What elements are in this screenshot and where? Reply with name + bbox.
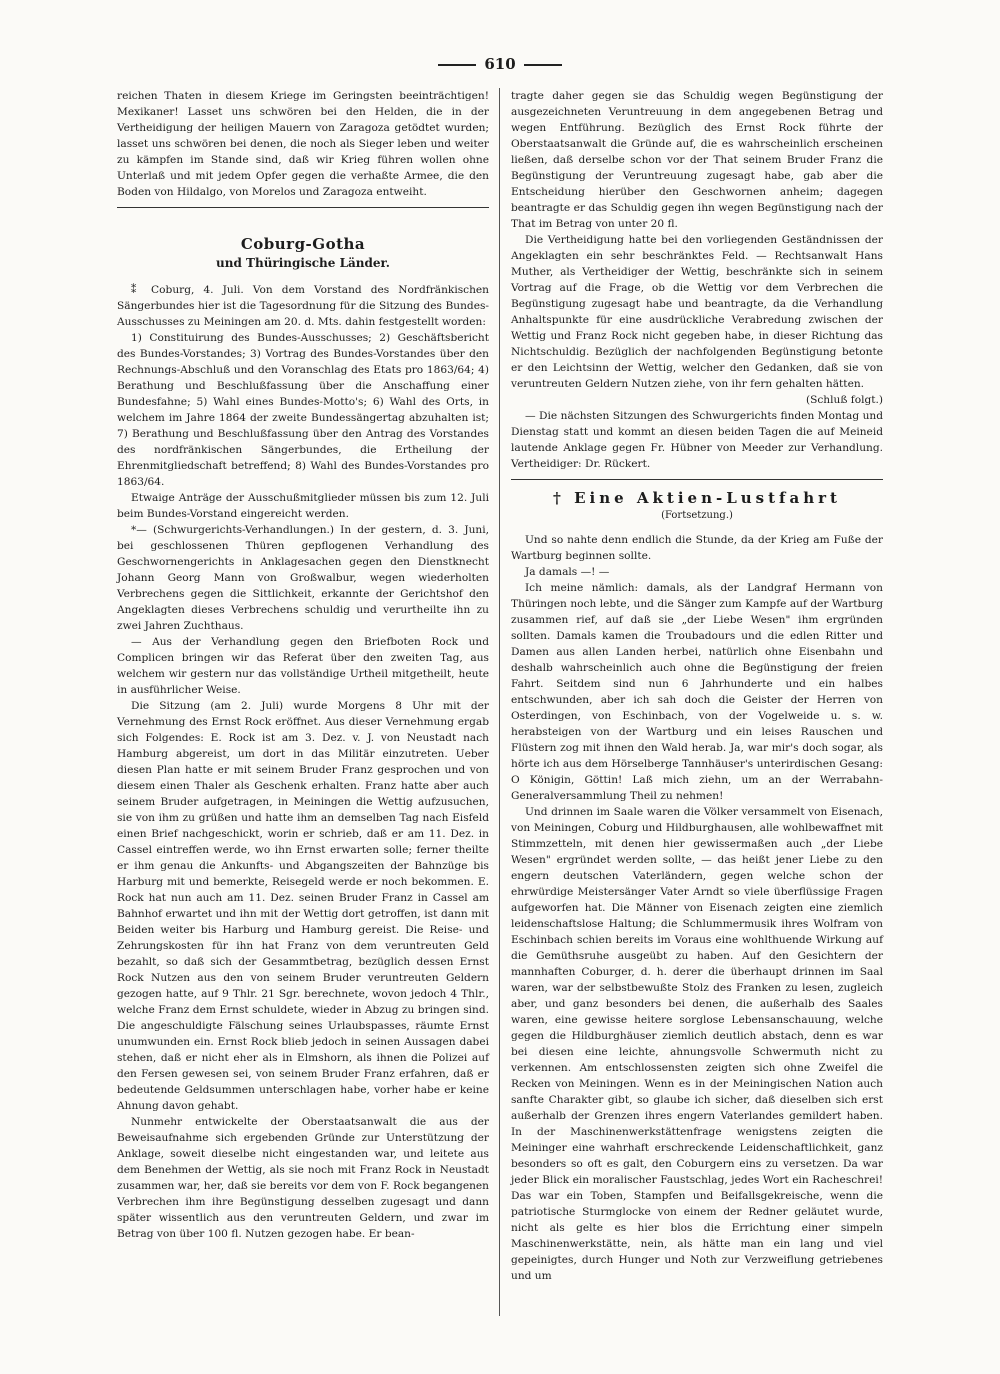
- paragraph: Und so nahte denn endlich die Stunde, da der Krieg am Fuße der Wartburg beginnen sollte.: [511, 534, 883, 562]
- divider: [117, 207, 489, 208]
- paragraph: — Die nächsten Sitzungen des Schwurgerichts finden Montag und Dienstag statt und kommt an diesen beiden Tagen die auf Meineid lautende Anklage gegen Fr. Hübner von Meeder zur Verhandlung. Vertheidiger: Dr. Rückert.: [511, 410, 883, 470]
- article-subtitle: (Fortsetzung.): [661, 510, 733, 521]
- right-column: [511, 88, 883, 1284]
- section-title: Coburg-Gotha: [240, 235, 366, 253]
- paragraph: tragte daher gegen sie das Schuldig wegen Begünstigung der ausgezeichneten Veruntreuung in dem angegebenen Betrag und wegen Entführung. Bezüglich des Ernst Rock führte der Oberstaatsanwalt die Gründe auf, die es wahrscheinlich erscheinen ließen, daß derselbe schon vor der That seinem Bruder Franz die Begünstigung der Veruntreuung zugesagt habe, gab aber die Entscheidung hierüber den Geschwornen anheim; dagegen beantragte er das Schuldig gegen ihn wegen Begünstigung nach der That im Betrag von unter 20 fl.: [511, 90, 883, 230]
- paragraph: — Aus der Verhandlung gegen den Briefboten Rock und Complicen bringen wir das Referat über den zweiten Tag, aus welchem wir gestern nur das vollständige Urtheil mitgetheilt, heute in ausführlicher Weise.: [117, 636, 489, 696]
- paragraph: reichen Thaten in diesem Kriege im Geringsten beeinträchtigen! Mexikaner! Lasset uns schwören bei den Helden, die in der Vertheidigung der heiligen Mauern von Zaragoza getödtet wurden; lasset uns schwören bei denen, die noch als Sieger leben und weiter zu kämpfen im Stande sind, daß wir Krieg führen wollen ohne Unterlaß und mit jedem Opfer gegen die verhaßte Armee, die den Boden von Hildalgo, von Morelos und Zaragoza entweiht.: [117, 90, 489, 198]
- paragraph: Und drinnen im Saale waren die Völker versammelt von Eisenach, von Meiningen, Coburg und Hildburghausen, alle wohlbewaffnet mit Stimmzetteln, mit denen hier gewissermaßen auch „der Liebe Wesen" ergründet werden sollte, — das heißt jener Liebe zu den engern deutschen Vaterländern, gegen welche schon der ehrwürdige Meistersänger Vater Arndt so viele überflüssige Fragen aufgeworfen hat. Die Männer von Eisenach zeigten eine ziemlich leidenschaftslose Haltung; die Schlummermusik ihres Wolfram von Eschinbach schien bereits im Voraus eine wohlthuende Wirkung auf die Gemüthsruhe ausgeübt zu haben. Auf den Gesichtern der mannhaften Coburger, d. h. derer die überhaupt drinnen im Saal waren, war der selbstbewußte Stolz des Franken zu lesen, zugleich aber, und ganz besonders bei denen, die außerhalb des Saales waren, eine gewisse heitere sorglose Lebensanschauung, welche gegen die Hildburghäuser ziemlich deutlich abstach, denn es war bei diesen eine leichte, ahnungsvolle Schwermuth nicht zu verkennen. Am entschlossensten zeigten sich ohne Zweifel die Recken von Meiningen. Wenn es in der Meiningischen Nation auch sanfte Charakter gibt, so glaube ich sicher, daß dieselben sich erst außerhalb der Grenzen ihres engern Vaterlandes gemildert haben. In der Maschinenwerkstättenfrage wenigstens zeigten die Meininger eine wahrhaft erschreckende Leidenschaftlichkeit, ganz besonders so oft es galt, den Coburgern eins zu versetzen. Da war jeder Blick ein moralischer Faustschlag, jedes Wort ein Racheschrei! Das war ein Toben, Stampfen und Beifallsgekreische, wenn die patriotische Sturmglocke von einem der Redner geläutet wurde, nicht als gelte es hier blos die Errichtung einer simpeln Maschinenwerkstätte, nein, als hätte man ein lang und viel gepeinigtes, durch Hunger und Noth zur Verzweiflung getriebenes und um: [511, 806, 883, 1282]
- paragraph: *— (Schwurgerichts-Verhandlungen.) In der gestern, d. 3. Juni, bei geschlossenen Thüren gepflogenen Verhandlung des Geschwornengerichts in Anklagesachen gegen den Dienstknecht Johann Georg Mann von Großwalbur, wegen wiederholten Verbrechens gegen die Sittlichkeit, erkannte der Gerichtshof den Angeklagten dieses Verbrechens schuldig und verurtheilte ihn zu zwei Jahren Zuchthaus.: [117, 524, 489, 632]
- left-column: [117, 88, 489, 1242]
- page-number: 610: [0, 55, 1000, 73]
- paragraph: Etwaige Anträge der Ausschußmitglieder müssen bis zum 12. Juli beim Bundes-Vorstand eingereicht werden.: [117, 492, 489, 520]
- paragraph: 1) Constituirung des Bundes-Ausschusses; 2) Geschäftsbericht des Bundes-Vorstandes; 3) Vortrag des Bundes-Vorstandes über den Rechnungs-Abschluß und den Voranschlag des Etats pro 1863/64; 4) Berathung und Beschlußfassung über die Anschaffung einer Bundesfahne; 5) Wahl eines Bundes-Motto's; 6) Wahl des Orts, in welchem im Jahre 1864 der zweite Bundessängertag abzuhalten ist; 7) Berathung und Beschlußfassung über den Antrag des Vorstandes des nordfränkischen Sängerbundes, die Ertheilung der Ehrenmitgliedschaft betreffend; 8) Wahl des Bundes-Vorstandes pro 1863/64.: [117, 332, 489, 488]
- paragraph: ⁑ Coburg, 4. Juli. Von dem Vorstand des Nordfränkischen Sängerbundes hier ist die Tagesordnung für die Sitzung des Bundes-Ausschusses zu Meiningen am 20. d. Mts. dahin festgestellt worden:: [117, 284, 489, 328]
- column-divider: [499, 88, 500, 1316]
- section-subtitle: und Thüringische Länder.: [216, 256, 390, 270]
- continued-note: (Schluß folgt.): [805, 394, 883, 406]
- paragraph: Ich meine nämlich: damals, als der Landgraf Hermann von Thüringen noch lebte, und die Sänger zum Kampfe auf der Wartburg zusammen rief, auf daß sie „der Liebe Wesen" ihm ergründen sollten. Damals kamen die Troubadours und die edlen Ritter und Damen aus allen Landen herbei, natürlich ohne Eisenbahn und deshalb wahrscheinlich auch ohne die Begünstigung der freien Fahrt. Seitdem sind nun 6 Jahrhunderte und ein halbes entschwunden, aber ich sah doch die Geister der Herren von Osterdingen, von Eschinbach, von der Vogelweide u. s. w. herabsteigen von der Wartburg und ein leises Rauschen und Flüstern zog mit ihnen den Wald herab. Ja, war mir's doch sogar, als hörte ich aus dem Hörselberge Tannhäuser's unterirdischen Gesang: O Königin, Göttin! Laß mich ziehn, um an der Werrabahn-Generalversammlung Theil zu nehmen!: [511, 582, 883, 802]
- paragraph: Die Sitzung (am 2. Juli) wurde Morgens 8 Uhr mit der Vernehmung des Ernst Rock eröffnet. Aus dieser Vernehmung ergab sich Folgendes: E. Rock ist am 3. Dez. v. J. von Neustadt nach Hamburg abgereist, um dort in das Militär einzutreten. Ueber diesen Plan hatte er mit seinem Bruder Franz gesprochen und von diesem einen Thaler als Geschenk erhalten. Franz hatte aber auch seinem Bruder aufgetragen, in Meiningen die Wettig aufzusuchen, sie von ihm zu grüßen und hatte ihm an demselben Tag nach Eisfeld einen Brief nachgeschickt, worin er schrieb, daß er am 11. Dez. in Cassel eintreffen werde, wo ihn Ernst erwarten solle; ferner theilte er ihm genau die Ankunfts- und Abgangszeiten der Bahnzüge bis Harburg mit und bemerkte, Reisegeld werde er noch bekommen. E. Rock hat nun auch am 11. Dez. seinen Bruder Franz in Cassel am Bahnhof erwartet und ihn mit der Wettig dort getroffen, ist dann mit Beiden weiter bis Harburg und Hamburg gereist. Die Reise- und Zehrungskosten für ihn hat Franz von dem veruntreuten Geld bezahlt, so daß sich der Gesammtbetrag, bezüglich dessen Ernst Rock Nutzen aus den von seinem Bruder veruntreuten Geldern gezogen hatte, auf 9 Thlr. 21 Sgr. berechnete, wovon jedoch 4 Thlr., welche Franz dem Ernst schuldete, wieder in Abzug zu bringen sind. Die angeschuldigte Fälschung seines Urlaubspasses, räumte Ernst unumwunden ein. Ernst Rock blieb jedoch in seinen Aussagen dabei stehen, daß er nicht eher als in Elmshorn, als ihnen die Polizei auf den Fersen gewesen sei, von seinem Bruder Franz erfahren, daß er bedeutende Geldsummen unterschlagen habe, vorher habe er keine Ahnung davon gehabt.: [117, 700, 489, 1112]
- paragraph: Die Vertheidigung hatte bei den vorliegenden Geständnissen der Angeklagten ein sehr beschränktes Feld. — Rechtsanwalt Hans Muther, als Vertheidiger der Wettig, beschränkte sich in seinem Vortrag auf die Frage, ob die Wettig vor dem Verbrechen die Begünstigung zugesagt habe und beantragte, da die Verhandlung Anhaltspunkte für eine ausdrückliche Verabredung zwischen der Wettig und Franz Rock nicht gegeben habe, in dieser Richtung das Nichtschuldig. Bezüglich der nachfolgenden Begünstigung betonte er den Leichtsinn der Wettig, welcher den Gedanken, daß sie von veruntreuten Geldern Nutzen ziehe, von ihr fern gehalten hätten.: [511, 234, 883, 390]
- article-title: † Eine Aktien-Lustfahrt: [553, 489, 841, 507]
- divider: [511, 479, 883, 480]
- paragraph: Nunmehr entwickelte der Oberstaatsanwalt die aus der Beweisaufnahme sich ergebenden Gründe zur Unterstützung der Anklage, soweit dieselbe nicht eingestanden war, und leitete aus dem Benehmen der Wettig, als sie noch mit Franz Rock in Neustadt zusammen war, her, daß sie bereits vor dem von F. Rock begangenen Verbrechen ihm ihre Begünstigung desselben zugesagt und dann später wissentlich aus den veruntreuten Geldern, und zwar im Betrag von über 100 fl. Nutzen gezogen habe. Er bean-: [117, 1116, 489, 1240]
- paragraph: Ja damals —! —: [525, 566, 610, 578]
